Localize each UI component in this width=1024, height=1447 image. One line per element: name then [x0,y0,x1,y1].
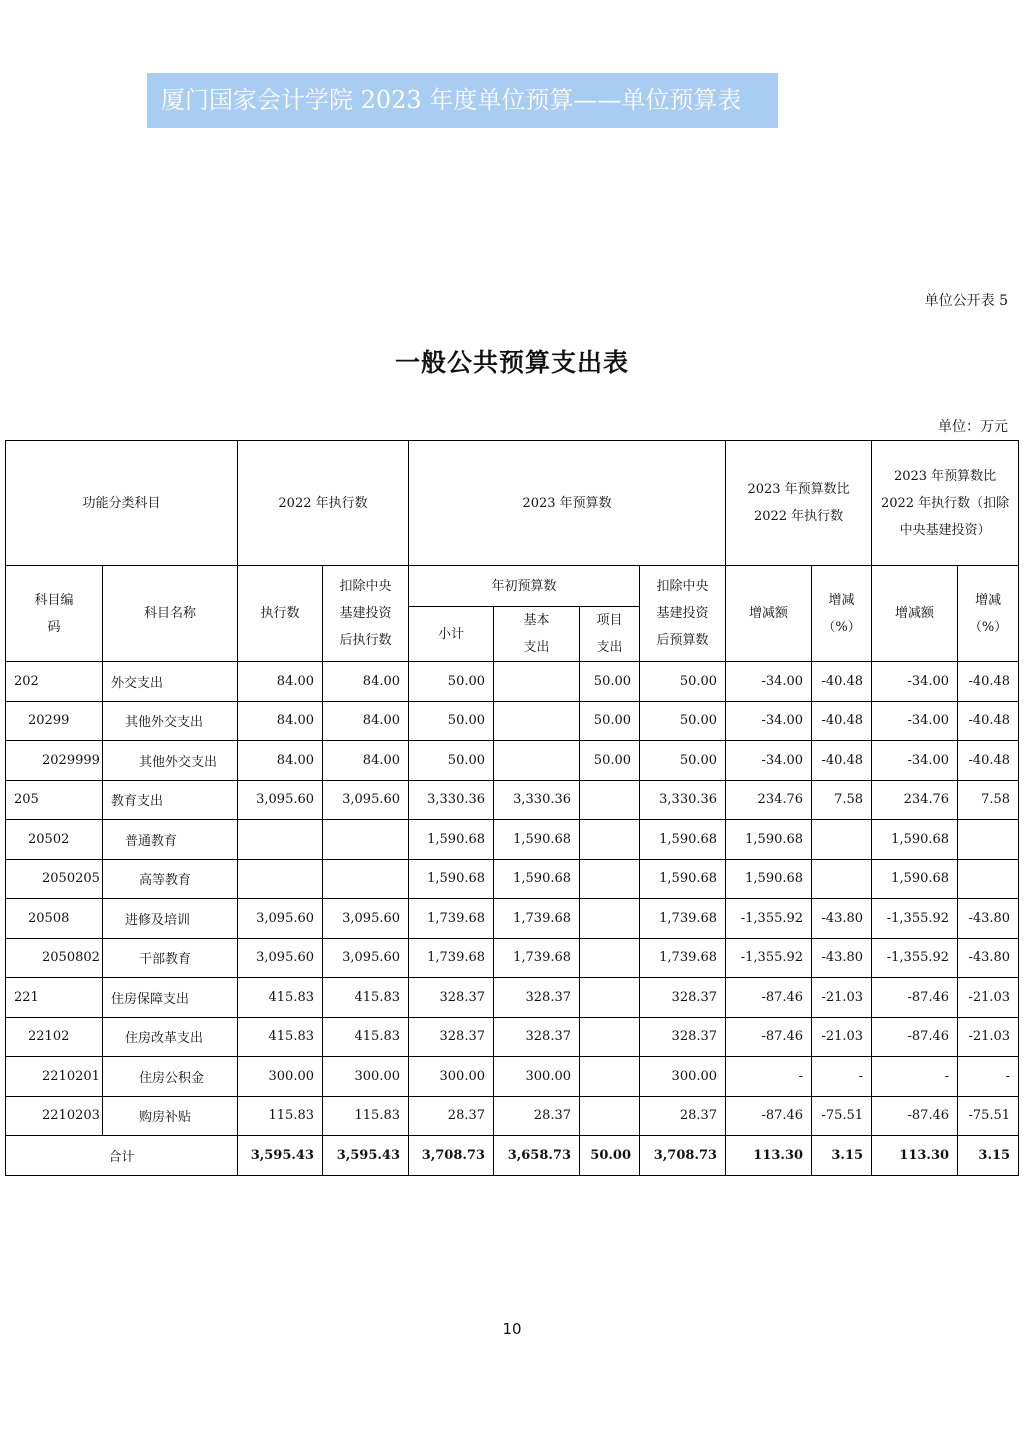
cell-exec-excl: 84.00 [323,701,409,741]
total-subtotal: 3,708.73 [409,1136,494,1176]
table-row [6,780,1019,820]
cell-project [580,978,640,1018]
cell-percent-excl: -21.03 [958,978,1019,1018]
cell-exec-excl: 3,095.60 [323,780,409,820]
cell-percent [812,859,872,899]
cell-change-excl: - [872,1057,958,1097]
table-row [6,820,1019,860]
banner-title: 厦门国家会计学院 2023 年度单位预算——单位预算表 [147,73,778,128]
table-row [6,899,1019,939]
cell-exec: 3,095.60 [238,899,323,939]
cell-exec: 415.83 [238,1017,323,1057]
unit-label: 单位：万元 [938,419,1008,435]
cell-exec-excl: 415.83 [323,978,409,1018]
cell-percent-excl: - [958,1057,1019,1097]
cell-percent-excl: -40.48 [958,701,1019,741]
cell-basic: 1,739.68 [494,899,580,939]
cell-percent-excl: -21.03 [958,1017,1019,1057]
cell-subtotal: 1,590.68 [409,859,494,899]
cell-percent: -21.03 [812,978,872,1018]
cell-name: 外交支出 [103,662,238,702]
cell-change: - [726,1057,812,1097]
total-percent-excl: 3.15 [958,1136,1019,1176]
table-row [6,1096,1019,1136]
cell-basic: 28.37 [494,1096,580,1136]
cell-basic: 328.37 [494,1017,580,1057]
table-row [6,662,1019,702]
cell-project [580,780,640,820]
cell-change-excl: -87.46 [872,978,958,1018]
cell-percent-excl: -40.48 [958,741,1019,781]
cell-basic: 328.37 [494,978,580,1018]
cell-percent-excl: -43.80 [958,938,1019,978]
cell-budget-excl: 1,739.68 [640,899,726,939]
table-row [6,1057,1019,1097]
cell-code: 202 [6,662,103,702]
cell-change-excl: 1,590.68 [872,820,958,860]
cell-code: 20299 [6,701,103,741]
cell-budget-excl: 50.00 [640,701,726,741]
cell-name: 教育支出 [103,780,238,820]
cell-budget-excl: 1,590.68 [640,859,726,899]
cell-name: 普通教育 [103,820,238,860]
cell-change-excl: -87.46 [872,1096,958,1136]
cell-name: 购房补贴 [103,1096,238,1136]
cell-exec [238,859,323,899]
cell-change-excl: 1,590.68 [872,859,958,899]
cell-code: 20508 [6,899,103,939]
cell-percent: -43.80 [812,938,872,978]
cell-exec: 3,095.60 [238,780,323,820]
cell-project: 50.00 [580,701,640,741]
cell-exec-excl: 115.83 [323,1096,409,1136]
cell-change: -1,355.92 [726,899,812,939]
cell-basic [494,741,580,781]
cell-change: -34.00 [726,662,812,702]
cell-code: 2210201 [6,1057,103,1097]
cell-exec-excl: 3,095.60 [323,938,409,978]
header-basic: 基本支出 [494,607,580,662]
header-change-amount-excl: 增减额 [872,566,958,662]
cell-code: 2210203 [6,1096,103,1136]
cell-change: -87.46 [726,978,812,1018]
cell-project [580,859,640,899]
cell-project [580,938,640,978]
cell-exec-excl [323,859,409,899]
total-label: 合计 [6,1136,238,1176]
cell-basic: 1,739.68 [494,938,580,978]
table-body [6,662,1019,1176]
cell-subtotal: 28.37 [409,1096,494,1136]
cell-name: 住房改革支出 [103,1017,238,1057]
cell-exec: 415.83 [238,978,323,1018]
total-row [6,1136,1019,1176]
cell-percent: -40.48 [812,662,872,702]
cell-code: 221 [6,978,103,1018]
cell-budget-excl: 50.00 [640,662,726,702]
header-exec-2022: 2022 年执行数 [238,441,409,566]
cell-subtotal: 328.37 [409,978,494,1018]
total-change-excl: 113.30 [872,1136,958,1176]
cell-subtotal: 50.00 [409,662,494,702]
budget-table [5,440,1019,1176]
cell-exec-excl: 415.83 [323,1017,409,1057]
header-change-percent-excl: 增减（%） [958,566,1019,662]
header-code: 科目编码 [6,566,103,662]
cell-percent: -21.03 [812,1017,872,1057]
page-title: 一般公共预算支出表 [394,348,629,377]
cell-change-excl: -34.00 [872,741,958,781]
cell-change-excl: -1,355.92 [872,938,958,978]
cell-basic: 300.00 [494,1057,580,1097]
header-budget-excl: 扣除中央基建投资后预算数 [640,566,726,662]
cell-code: 22102 [6,1017,103,1057]
cell-name: 高等教育 [103,859,238,899]
cell-percent-excl: 7.58 [958,780,1019,820]
table-row [6,978,1019,1018]
cell-exec [238,820,323,860]
cell-percent-excl: -43.80 [958,899,1019,939]
cell-percent-excl [958,859,1019,899]
header-func-class: 功能分类科目 [6,441,238,566]
cell-name: 干部教育 [103,938,238,978]
cell-change: -34.00 [726,701,812,741]
cell-percent [812,820,872,860]
table-row [6,701,1019,741]
cell-code: 205 [6,780,103,820]
cell-name: 其他外交支出 [103,741,238,781]
header-budget-2023: 2023 年预算数 [409,441,726,566]
cell-change-excl: -87.46 [872,1017,958,1057]
total-exec: 3,595.43 [238,1136,323,1176]
header-change-amount: 增减额 [726,566,812,662]
cell-name: 住房保障支出 [103,978,238,1018]
form-number: 单位公开表 5 [924,293,1008,309]
total-percent: 3.15 [812,1136,872,1176]
cell-subtotal: 300.00 [409,1057,494,1097]
cell-percent: -40.48 [812,701,872,741]
header-initial-budget: 年初预算数 [409,566,640,607]
cell-basic [494,701,580,741]
cell-exec: 84.00 [238,662,323,702]
cell-change: 1,590.68 [726,859,812,899]
cell-exec: 3,095.60 [238,938,323,978]
cell-change-excl: -34.00 [872,701,958,741]
cell-code: 2029999 [6,741,103,781]
cell-project [580,1096,640,1136]
cell-change: -1,355.92 [726,938,812,978]
cell-exec-excl: 84.00 [323,662,409,702]
cell-name: 其他外交支出 [103,701,238,741]
cell-budget-excl: 300.00 [640,1057,726,1097]
total-basic: 3,658.73 [494,1136,580,1176]
header-subtotal: 小计 [409,607,494,662]
total-project: 50.00 [580,1136,640,1176]
header-project: 项目支出 [580,607,640,662]
header-name: 科目名称 [103,566,238,662]
cell-change: -87.46 [726,1017,812,1057]
cell-budget-excl: 50.00 [640,741,726,781]
cell-exec: 115.83 [238,1096,323,1136]
header-compare-exec: 2023 年预算数比 2022 年执行数 [726,441,872,566]
page-number: 10 [502,1320,522,1338]
header-exec: 执行数 [238,566,323,662]
table-row [6,859,1019,899]
cell-project [580,1057,640,1097]
cell-exec-excl [323,820,409,860]
cell-percent: - [812,1057,872,1097]
cell-code: 2050802 [6,938,103,978]
cell-percent-excl [958,820,1019,860]
cell-change-excl: 234.76 [872,780,958,820]
cell-budget-excl: 328.37 [640,1017,726,1057]
total-exec-excl: 3,595.43 [323,1136,409,1176]
cell-project [580,820,640,860]
cell-exec-excl: 3,095.60 [323,899,409,939]
cell-subtotal: 50.00 [409,701,494,741]
cell-budget-excl: 28.37 [640,1096,726,1136]
cell-percent: 7.58 [812,780,872,820]
cell-project [580,1017,640,1057]
table-row [6,938,1019,978]
cell-budget-excl: 1,739.68 [640,938,726,978]
cell-exec: 84.00 [238,741,323,781]
cell-percent-excl: -75.51 [958,1096,1019,1136]
cell-basic: 1,590.68 [494,820,580,860]
cell-name: 进修及培训 [103,899,238,939]
cell-subtotal: 1,739.68 [409,899,494,939]
cell-name: 住房公积金 [103,1057,238,1097]
cell-subtotal: 3,330.36 [409,780,494,820]
header-exec-excl: 扣除中央基建投资后执行数 [323,566,409,662]
cell-percent-excl: -40.48 [958,662,1019,702]
cell-change: -34.00 [726,741,812,781]
table-row [6,741,1019,781]
cell-basic: 3,330.36 [494,780,580,820]
cell-exec-excl: 300.00 [323,1057,409,1097]
cell-percent: -40.48 [812,741,872,781]
cell-exec: 84.00 [238,701,323,741]
cell-project [580,899,640,939]
cell-budget-excl: 328.37 [640,978,726,1018]
cell-basic: 1,590.68 [494,859,580,899]
cell-subtotal: 328.37 [409,1017,494,1057]
cell-change: 234.76 [726,780,812,820]
cell-exec-excl: 84.00 [323,741,409,781]
cell-budget-excl: 3,330.36 [640,780,726,820]
cell-project: 50.00 [580,662,640,702]
cell-exec: 300.00 [238,1057,323,1097]
table-row [6,1017,1019,1057]
cell-change: -87.46 [726,1096,812,1136]
cell-change-excl: -34.00 [872,662,958,702]
cell-basic [494,662,580,702]
cell-code: 2050205 [6,859,103,899]
cell-subtotal: 1,590.68 [409,820,494,860]
cell-percent: -75.51 [812,1096,872,1136]
cell-subtotal: 1,739.68 [409,938,494,978]
cell-change-excl: -1,355.92 [872,899,958,939]
cell-percent: -43.80 [812,899,872,939]
total-budget-excl: 3,708.73 [640,1136,726,1176]
cell-code: 20502 [6,820,103,860]
cell-change: 1,590.68 [726,820,812,860]
cell-budget-excl: 1,590.68 [640,820,726,860]
header-change-percent: 增减（%） [812,566,872,662]
cell-project: 50.00 [580,741,640,781]
cell-subtotal: 50.00 [409,741,494,781]
header-compare-exec-excl: 2023 年预算数比 2022 年执行数（扣除中央基建投资） [872,441,1019,566]
total-change: 113.30 [726,1136,812,1176]
